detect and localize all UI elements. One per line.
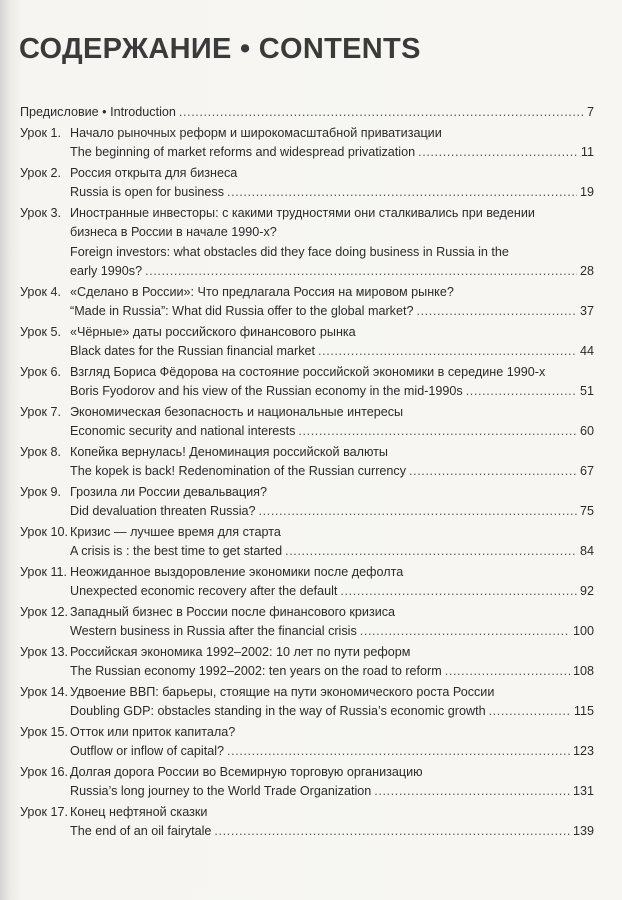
- title-en-last-line: [70, 782, 594, 801]
- title-en-last-line: [70, 342, 594, 361]
- toc-entry-lesson[interactable]: [20, 523, 594, 561]
- lesson-titles: [70, 683, 594, 721]
- title-en: Western business in Russia after the financial crisis: [70, 623, 357, 638]
- page-number: 60: [579, 423, 594, 438]
- title-ru: Неожиданное выздоровление экономики после дефолта: [70, 564, 404, 579]
- page-number: 139: [572, 823, 594, 838]
- title-en-last-line: [70, 662, 594, 681]
- dot-leader: [360, 622, 570, 641]
- title-ru: Иностранные инвесторы: с какими трудностями они сталкивались при ведении: [70, 206, 535, 221]
- dot-leader: [145, 262, 577, 281]
- toc-entry-introduction[interactable]: [20, 103, 594, 122]
- lesson-titles: [70, 124, 594, 162]
- toc-entry-lesson[interactable]: [20, 283, 594, 321]
- lesson-label: Урок 11.: [20, 564, 68, 579]
- page-number: 84: [579, 543, 594, 558]
- dot-leader: [318, 342, 577, 361]
- lesson-label: Урок 7.: [20, 404, 61, 419]
- lesson-label: Урок 17.: [20, 804, 68, 819]
- lesson-label: Урок 13.: [20, 644, 68, 659]
- toc-entry-lesson[interactable]: [20, 204, 594, 281]
- dot-leader: [374, 782, 570, 801]
- title-ru: Грозила ли России девальвация?: [70, 484, 267, 499]
- title-ru: «Сделано в России»: Что предлагала Россия на мировом рынке?: [70, 284, 454, 299]
- title-en: Foreign investors: what obstacles did they face doing business in Russia in the: [70, 244, 509, 259]
- toc-entry-lesson[interactable]: [20, 483, 594, 521]
- toc-entry-lesson[interactable]: [20, 723, 594, 761]
- lesson-label: Урок 9.: [20, 484, 61, 499]
- title-en: Outflow or inflow of capital?: [70, 743, 224, 758]
- page-number: 108: [572, 663, 594, 678]
- page-number: 11: [580, 145, 594, 160]
- title-en: The kopek is back! Redenomination of the Russian currency: [70, 463, 407, 478]
- title-ru: Долгая дорога России во Всемирную торговую организацию: [70, 764, 423, 779]
- dot-leader: [214, 822, 570, 841]
- page-number: 67: [579, 463, 594, 478]
- table-of-contents: [20, 103, 594, 843]
- title-en-last-line: [70, 542, 594, 561]
- lesson-titles: [70, 563, 594, 601]
- title-en: The Russian economy 1992–2002: ten years on the road to reform: [70, 663, 442, 678]
- lesson-titles: [70, 403, 594, 441]
- lesson-list: [20, 124, 594, 841]
- page-number: 75: [579, 503, 594, 518]
- lesson-label: Урок 3.: [20, 206, 61, 221]
- lesson-label: Урок 6.: [20, 364, 61, 379]
- dot-leader: [298, 422, 577, 441]
- page-number: 51: [579, 383, 594, 398]
- lesson-label: Урок 10.: [20, 524, 68, 539]
- title-en: The end of an oil fairytale: [70, 823, 212, 838]
- title-en-last-line: [70, 382, 594, 401]
- entry-title: Предисловие • Introduction: [20, 105, 176, 119]
- title-ru: Копейка вернулась! Деноминация российской валюты: [70, 444, 388, 459]
- toc-entry-lesson[interactable]: [20, 803, 594, 841]
- toc-entry-lesson[interactable]: [20, 683, 594, 721]
- title-en: Boris Fyodorov and his view of the Russian economy in the mid-1990s: [70, 383, 463, 398]
- lesson-label: Урок 5.: [20, 324, 61, 339]
- title-ru: Западный бизнес в России после финансового кризиса: [70, 604, 396, 619]
- toc-entry-lesson[interactable]: [20, 363, 594, 401]
- dot-leader: [416, 302, 577, 321]
- toc-entry-lesson[interactable]: [20, 603, 594, 641]
- lesson-label: Урок 14.: [20, 684, 68, 699]
- dot-leader: [466, 382, 577, 401]
- title-en: Russia’s long journey to the World Trade Organization: [70, 783, 372, 798]
- title-en-last-line: [70, 143, 594, 162]
- title-en: Doubling GDP: obstacles standing in the way of Russia’s economic growth: [70, 703, 486, 718]
- title-en: Black dates for the Russian financial market: [70, 343, 315, 358]
- title-ru: Российская экономика 1992–2002: 10 лет по пути реформ: [70, 644, 411, 659]
- dot-leader: [418, 143, 578, 162]
- title-ru: Удвоение ВВП: барьеры, стоящие на пути экономического роста России: [70, 684, 495, 699]
- title-en-last-line: [70, 622, 594, 641]
- page-number: 44: [579, 343, 594, 358]
- dot-leader: [227, 742, 570, 761]
- lesson-titles: [70, 523, 594, 561]
- toc-entry-lesson[interactable]: [20, 443, 594, 481]
- lesson-label: Урок 2.: [20, 166, 61, 181]
- title-en: early 1990s?: [70, 263, 143, 278]
- lesson-label: Урок 4.: [20, 284, 61, 299]
- page-number: 115: [573, 703, 594, 718]
- title-en-last-line: [70, 302, 594, 321]
- title-ru: Отток или приток капитала?: [70, 724, 236, 739]
- lesson-label: Урок 16.: [20, 764, 68, 779]
- lesson-titles: [70, 723, 594, 761]
- title-en-last-line: [70, 262, 594, 281]
- lesson-titles: [70, 363, 594, 401]
- lesson-titles: [70, 283, 594, 321]
- lesson-titles: [70, 483, 594, 521]
- toc-entry-lesson[interactable]: [20, 323, 594, 361]
- lesson-label: Урок 8.: [20, 444, 61, 459]
- title-ru: Кризис — лучшее время для старта: [70, 524, 281, 539]
- page-title: СОДЕРЖАНИЕ • CONTENTS: [19, 33, 421, 65]
- page-number: 92: [579, 583, 594, 598]
- toc-entry-lesson[interactable]: [20, 403, 594, 441]
- title-ru: Конец нефтяной сказки: [70, 804, 208, 819]
- page-number: 37: [579, 303, 594, 318]
- lesson-titles: [70, 603, 594, 641]
- toc-entry-lesson[interactable]: [20, 124, 594, 162]
- page-number: 19: [579, 185, 594, 200]
- lesson-titles: [70, 803, 594, 841]
- toc-entry-lesson[interactable]: [20, 763, 594, 801]
- dot-leader: [445, 662, 570, 681]
- dot-leader: [259, 502, 577, 521]
- page-number: 28: [579, 263, 594, 278]
- title-en: Did devaluation threaten Russia?: [70, 503, 256, 518]
- title-en: The beginning of market reforms and widespread privatization: [70, 145, 416, 160]
- title-ru: Россия открыта для бизнеса: [70, 166, 238, 181]
- page-number: 100: [572, 623, 594, 638]
- title-en-last-line: [70, 742, 594, 761]
- lesson-titles: [70, 204, 594, 281]
- title-en: Unexpected economic recovery after the default: [70, 583, 338, 598]
- title-en-last-line: [70, 582, 594, 601]
- lesson-titles: [70, 323, 594, 361]
- dot-leader: [409, 462, 577, 481]
- title-en: “Made in Russia”: What did Russia offer to the global market?: [70, 303, 414, 318]
- title-ru: Начало рыночных реформ и широкомасштабной приватизации: [70, 126, 442, 141]
- title-ru: Экономическая безопасность и национальные интересы: [70, 404, 404, 419]
- dot-leader: [285, 542, 577, 561]
- title-en: Russia is open for business: [70, 185, 225, 200]
- title-en-last-line: [70, 422, 594, 441]
- title-en: Economic security and national interests: [70, 423, 296, 438]
- lesson-titles: [70, 763, 594, 801]
- dot-leader: [340, 582, 577, 601]
- lesson-label: Урок 15.: [20, 724, 68, 739]
- lesson-titles: [70, 164, 594, 202]
- page-number: 7: [586, 105, 594, 119]
- toc-entry-lesson[interactable]: [20, 643, 594, 681]
- title-ru: «Чёрные» даты российского финансового рынка: [70, 324, 356, 339]
- title-en-last-line: [70, 702, 594, 721]
- toc-entry-lesson[interactable]: [20, 563, 594, 601]
- title-en-last-line: [70, 462, 594, 481]
- page-number: 123: [572, 743, 594, 758]
- lesson-label: Урок 12.: [20, 604, 68, 619]
- dot-leader: [489, 702, 571, 721]
- title-en-last-line: [70, 183, 594, 202]
- title-ru: бизнеса в России в начале 1990-х?: [70, 225, 277, 240]
- toc-entry-lesson[interactable]: [20, 164, 594, 202]
- lesson-titles: [70, 643, 594, 681]
- lesson-titles: [70, 443, 594, 481]
- lesson-label: Урок 1.: [20, 126, 61, 141]
- dot-leader: [227, 183, 577, 202]
- title-en-last-line: [70, 502, 594, 521]
- title-en: A crisis is : the best time to get started: [70, 543, 283, 558]
- page-number: 131: [572, 783, 594, 798]
- title-en-last-line: [70, 822, 594, 841]
- title-ru: Взгляд Бориса Фёдорова на состояние российской экономики в середине 1990-х: [70, 364, 546, 379]
- dot-leader: [179, 103, 584, 122]
